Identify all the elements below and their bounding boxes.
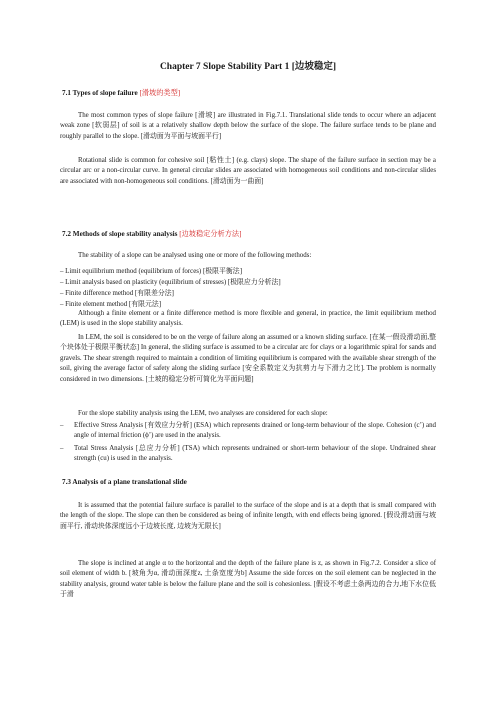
section-7-1-heading: [62, 88, 180, 98]
section-7-1-paragraph-1: The most common types of slope failure [滑坡] are illustrated in Fig.7.1. Translational slide tends to occur where an adjacent weak zone [软弱层] of soil is at a relatively shallow depth below the surface of the slope. The failure surface tends to be plane and roughly parallel to the slope. [滑动面为平面与坡面平行]: [60, 112, 436, 140]
tsa-bullet: [60, 444, 436, 465]
section-7-3-heading: [62, 478, 187, 486]
method-item: – Limit equilibrium method (equilibrium of forces) [极限平衡法]: [60, 268, 242, 275]
section-7-2-heading: [62, 229, 242, 239]
section-7-1-heading-text: 7.1 Types of slope failure: [62, 89, 138, 97]
method-item: – Finite difference method [有限差分法]: [60, 290, 174, 297]
bullet-dash: –: [60, 422, 64, 429]
section-7-2-intro: The stability of a slope can be analysed using one or more of the following methods:: [78, 252, 312, 259]
section-7-1-heading-cn: [滑坡的类型]: [139, 89, 181, 97]
esa-text: Effective Stress Analysis [有效应力分析] (ESA) which represents drained or long-term behaviour of the slope. Cohesion (c’) and angle of internal friction (ϕ’) are used in the analysis.: [74, 422, 436, 440]
section-7-2-heading-cn: [边坡稳定分析方法]: [179, 230, 242, 238]
section-7-3-heading-text: 7.3 Analysis of a plane translational slide: [62, 478, 187, 486]
section-7-2-heading-text: 7.2 Methods of slope stability analysis: [62, 230, 178, 238]
fe-paragraph: Although a finite element or a finite difference method is more flexible and general, in practice, the limit equilibrium method (LEM) is used in the slope stability analysis.: [60, 310, 436, 328]
esa-bullet: [60, 421, 436, 442]
lem-paragraph: In LEM, the soil is considered to be on the verge of failure along an assumed or a known sliding surface. [在某一假设滑动面,整个块体处于极限平衡状态] In general, the sliding surface is assumed to be a circular arc for clays or a logarithmic spiral for sands and gravels. The shear strength required to maintain a condition of limiting equilibrium is compared with the available shear strength of the soil, giving the average factor of safety along the sliding surface [安全系数定义为抗剪力与下滑力之比]. The problem is normally considered in two dimensions. [土坡的稳定分析可简化为平面问题]: [60, 334, 436, 383]
section-7-1-paragraph-2: Rotational slide is common for cohesive soil [粘性土] (e.g. clays) slope. The shape of the failure surface in section may be a circular arc or a non-circular curve. In general circular slides are associated with homogeneous soil conditions and non-circular slides are associated with non-homogeneous soil conditions. [滑动面为一曲面]: [60, 157, 436, 185]
section-7-3-paragraph-1: It is assumed that the potential failure surface is parallel to the surface of the slope and is at a depth that is small compared with the length of the slope. The slope can then be considered as being of infinite length, with end effects being ignored. [假设滑动面与坡面平行, 滑动块体深度远小于边坡长度, 边坡为无限长]: [60, 502, 436, 530]
analysis-types-paragraph: For the slope stability analysis using the LEM, two analyses are considered for each slope:: [78, 410, 328, 417]
section-7-3-paragraph-2: The slope is inclined at angle α to the horizontal and the depth of the failure plane is z, as shown in Fig.7.2. Consider a slice of soil element of width b. [坡角为α, 滑动面深度z, 土条宽度为b] Assume the side forces on the soil element can be neglected in the stability analysis, ground water table is below the failure plane and the soil is cohesionless. [假设不考虑土条两边的合力,地下水位低于滑: [60, 560, 436, 599]
chapter-title: Chapter 7 Slope Stability Part 1 [边坡稳定]: [159, 62, 337, 72]
bullet-dash: –: [60, 445, 64, 452]
method-item: – Finite element method [有限元法]: [60, 301, 162, 308]
tsa-text: Total Stress Analysis [总应力分析] (TSA) which represents undrained or short-term behaviour of the slope. Undrained shear strength (cu) is used in the analysis.: [74, 445, 436, 463]
method-item: – Limit analysis based on plasticity (equilibrium of stresses) [极限应力分析法]: [60, 279, 281, 286]
